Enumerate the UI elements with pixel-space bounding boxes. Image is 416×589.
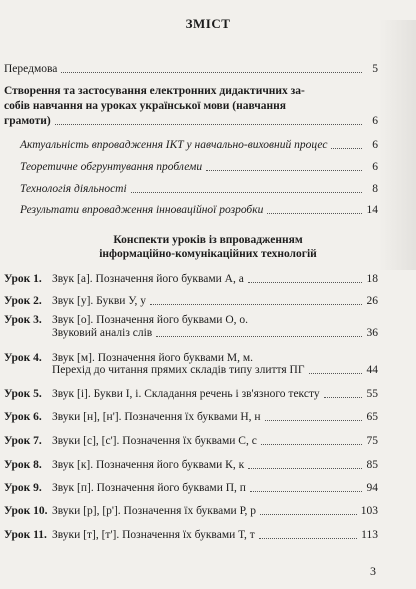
lesson-title: Звук [і]. Букви І, і. Складання речень і зв'язного тексту [52, 388, 320, 400]
lesson-number: Урок 4. [4, 352, 42, 364]
toc-entry-page: 18 [366, 273, 378, 285]
leader-dots [331, 148, 362, 149]
toc-entry-page: 44 [366, 364, 378, 376]
toc-entry-page: 113 [361, 529, 378, 541]
lesson-title-cont: Звуковий аналіз слів [52, 327, 153, 339]
page-number: 3 [370, 564, 376, 578]
lesson-entry[interactable] [4, 270, 378, 286]
lesson-entry[interactable] [4, 456, 378, 472]
toc-subentry[interactable] [20, 158, 378, 174]
contents-heading: ЗМІСТ [185, 16, 231, 31]
leader-dots [150, 304, 362, 305]
lesson-title: Звуки [с], [с']. Позначення їх буквами С, с [52, 435, 257, 447]
toc-entry-page: 26 [366, 295, 378, 307]
lesson-title: Звуки [т], [т']. Позначення їх буквами Т, т [52, 529, 255, 541]
leader-dots [248, 282, 362, 283]
toc-entry-page: 103 [360, 505, 378, 517]
leader-dots [259, 538, 357, 539]
lesson-entry[interactable] [4, 385, 378, 401]
toc-subentry-label: Результати впровадження інноваційної розробки [20, 204, 264, 216]
toc-entry-page: 14 [366, 204, 378, 216]
toc-subentry[interactable] [20, 201, 378, 217]
leader-dots [261, 444, 362, 445]
section1-title-line1: Створення та застосування електронних дидактичних за- [4, 85, 305, 97]
leader-dots [131, 192, 362, 193]
toc-entry-page: 5 [372, 63, 378, 75]
leader-dots [61, 72, 362, 73]
lesson-number: Урок 2. [4, 295, 42, 307]
section2-title-line2: інформаційно-комунікаційних технологій [99, 248, 317, 260]
lesson-entry[interactable] [4, 432, 378, 448]
lesson-title: Звуки [р], [р']. Позначення їх буквами Р, р [52, 505, 257, 517]
leader-dots [267, 213, 362, 214]
section1-title-line3: грамоти) [4, 115, 51, 127]
lesson-number: Урок 10. [4, 505, 48, 517]
lesson-number: Урок 11. [4, 529, 47, 541]
toc-subentry-label: Технологія діяльності [20, 183, 127, 195]
leader-dots [260, 514, 357, 515]
toc-entry-page: 65 [366, 411, 378, 423]
section1-title-line2: собів навчання на уроках української мови (навчання [4, 100, 286, 112]
lesson-entry[interactable] [4, 502, 378, 518]
toc-entry-page: 75 [366, 435, 378, 447]
lesson-entry[interactable] [4, 292, 378, 308]
leader-dots [250, 491, 362, 492]
leader-dots [309, 373, 363, 374]
leader-dots [156, 336, 362, 337]
lesson-number: Урок 8. [4, 459, 42, 471]
lesson-title: Звук [а]. Позначення його буквами А, а [52, 273, 244, 285]
lesson-title: Звук [у]. Букви У, у [52, 295, 147, 307]
leader-dots [206, 170, 362, 171]
lesson-number: Урок 3. [4, 314, 42, 326]
lesson-entry[interactable] [52, 324, 378, 340]
lesson-title: Звуки [н], [н']. Позначення їх буквами Н, н [52, 411, 261, 423]
lesson-entry[interactable] [4, 408, 378, 424]
leader-dots [55, 124, 362, 125]
lesson-title: Звук [м]. Позначення його буквами М, м. [52, 352, 253, 364]
leader-dots [324, 397, 362, 398]
toc-subentry-label: Теоретичне обгрунтування проблеми [20, 161, 203, 173]
toc-entry-page: 55 [366, 388, 378, 400]
toc-entry-page: 36 [366, 327, 378, 339]
lesson-number: Урок 5. [4, 388, 42, 400]
lesson-title-cont: Перехід до читання прямих складів типу злиття ПГ [52, 364, 305, 376]
toc-entry-page: 85 [366, 459, 378, 471]
toc-subentry-label: Актуальність впровадження ІКТ у навчально-виховний процес [20, 139, 328, 151]
lesson-number: Урок 6. [4, 411, 42, 423]
leader-dots [265, 420, 362, 421]
lesson-number: Урок 9. [4, 482, 42, 494]
toc-entry-page: 6 [372, 115, 378, 127]
lesson-title: Звук [п]. Позначення його буквами П, п [52, 482, 246, 494]
toc-entry-page: 8 [372, 183, 378, 195]
toc-subentry[interactable] [20, 136, 378, 152]
lesson-entry[interactable] [4, 479, 378, 495]
toc-entry-section1[interactable] [4, 112, 378, 128]
lesson-entry[interactable] [52, 361, 378, 377]
lesson-number: Урок 1. [4, 273, 42, 285]
lesson-number: Урок 7. [4, 435, 42, 447]
lesson-title: Звук [к]. Позначення його буквами К, к [52, 459, 245, 471]
section2-title-line1: Конспекти уроків із впровадженням [113, 234, 303, 246]
toc-entry-page: 6 [372, 139, 378, 151]
lesson-entry[interactable] [4, 526, 378, 542]
toc-entry-preface[interactable] [4, 60, 378, 76]
lesson-title: Звук [о]. Позначення його буквами О, о. [52, 314, 249, 326]
leader-dots [248, 468, 362, 469]
toc-entry-page: 6 [372, 161, 378, 173]
toc-entry-label: Передмова [4, 63, 58, 75]
toc-subentry[interactable] [20, 180, 378, 196]
toc-entry-page: 94 [366, 482, 378, 494]
